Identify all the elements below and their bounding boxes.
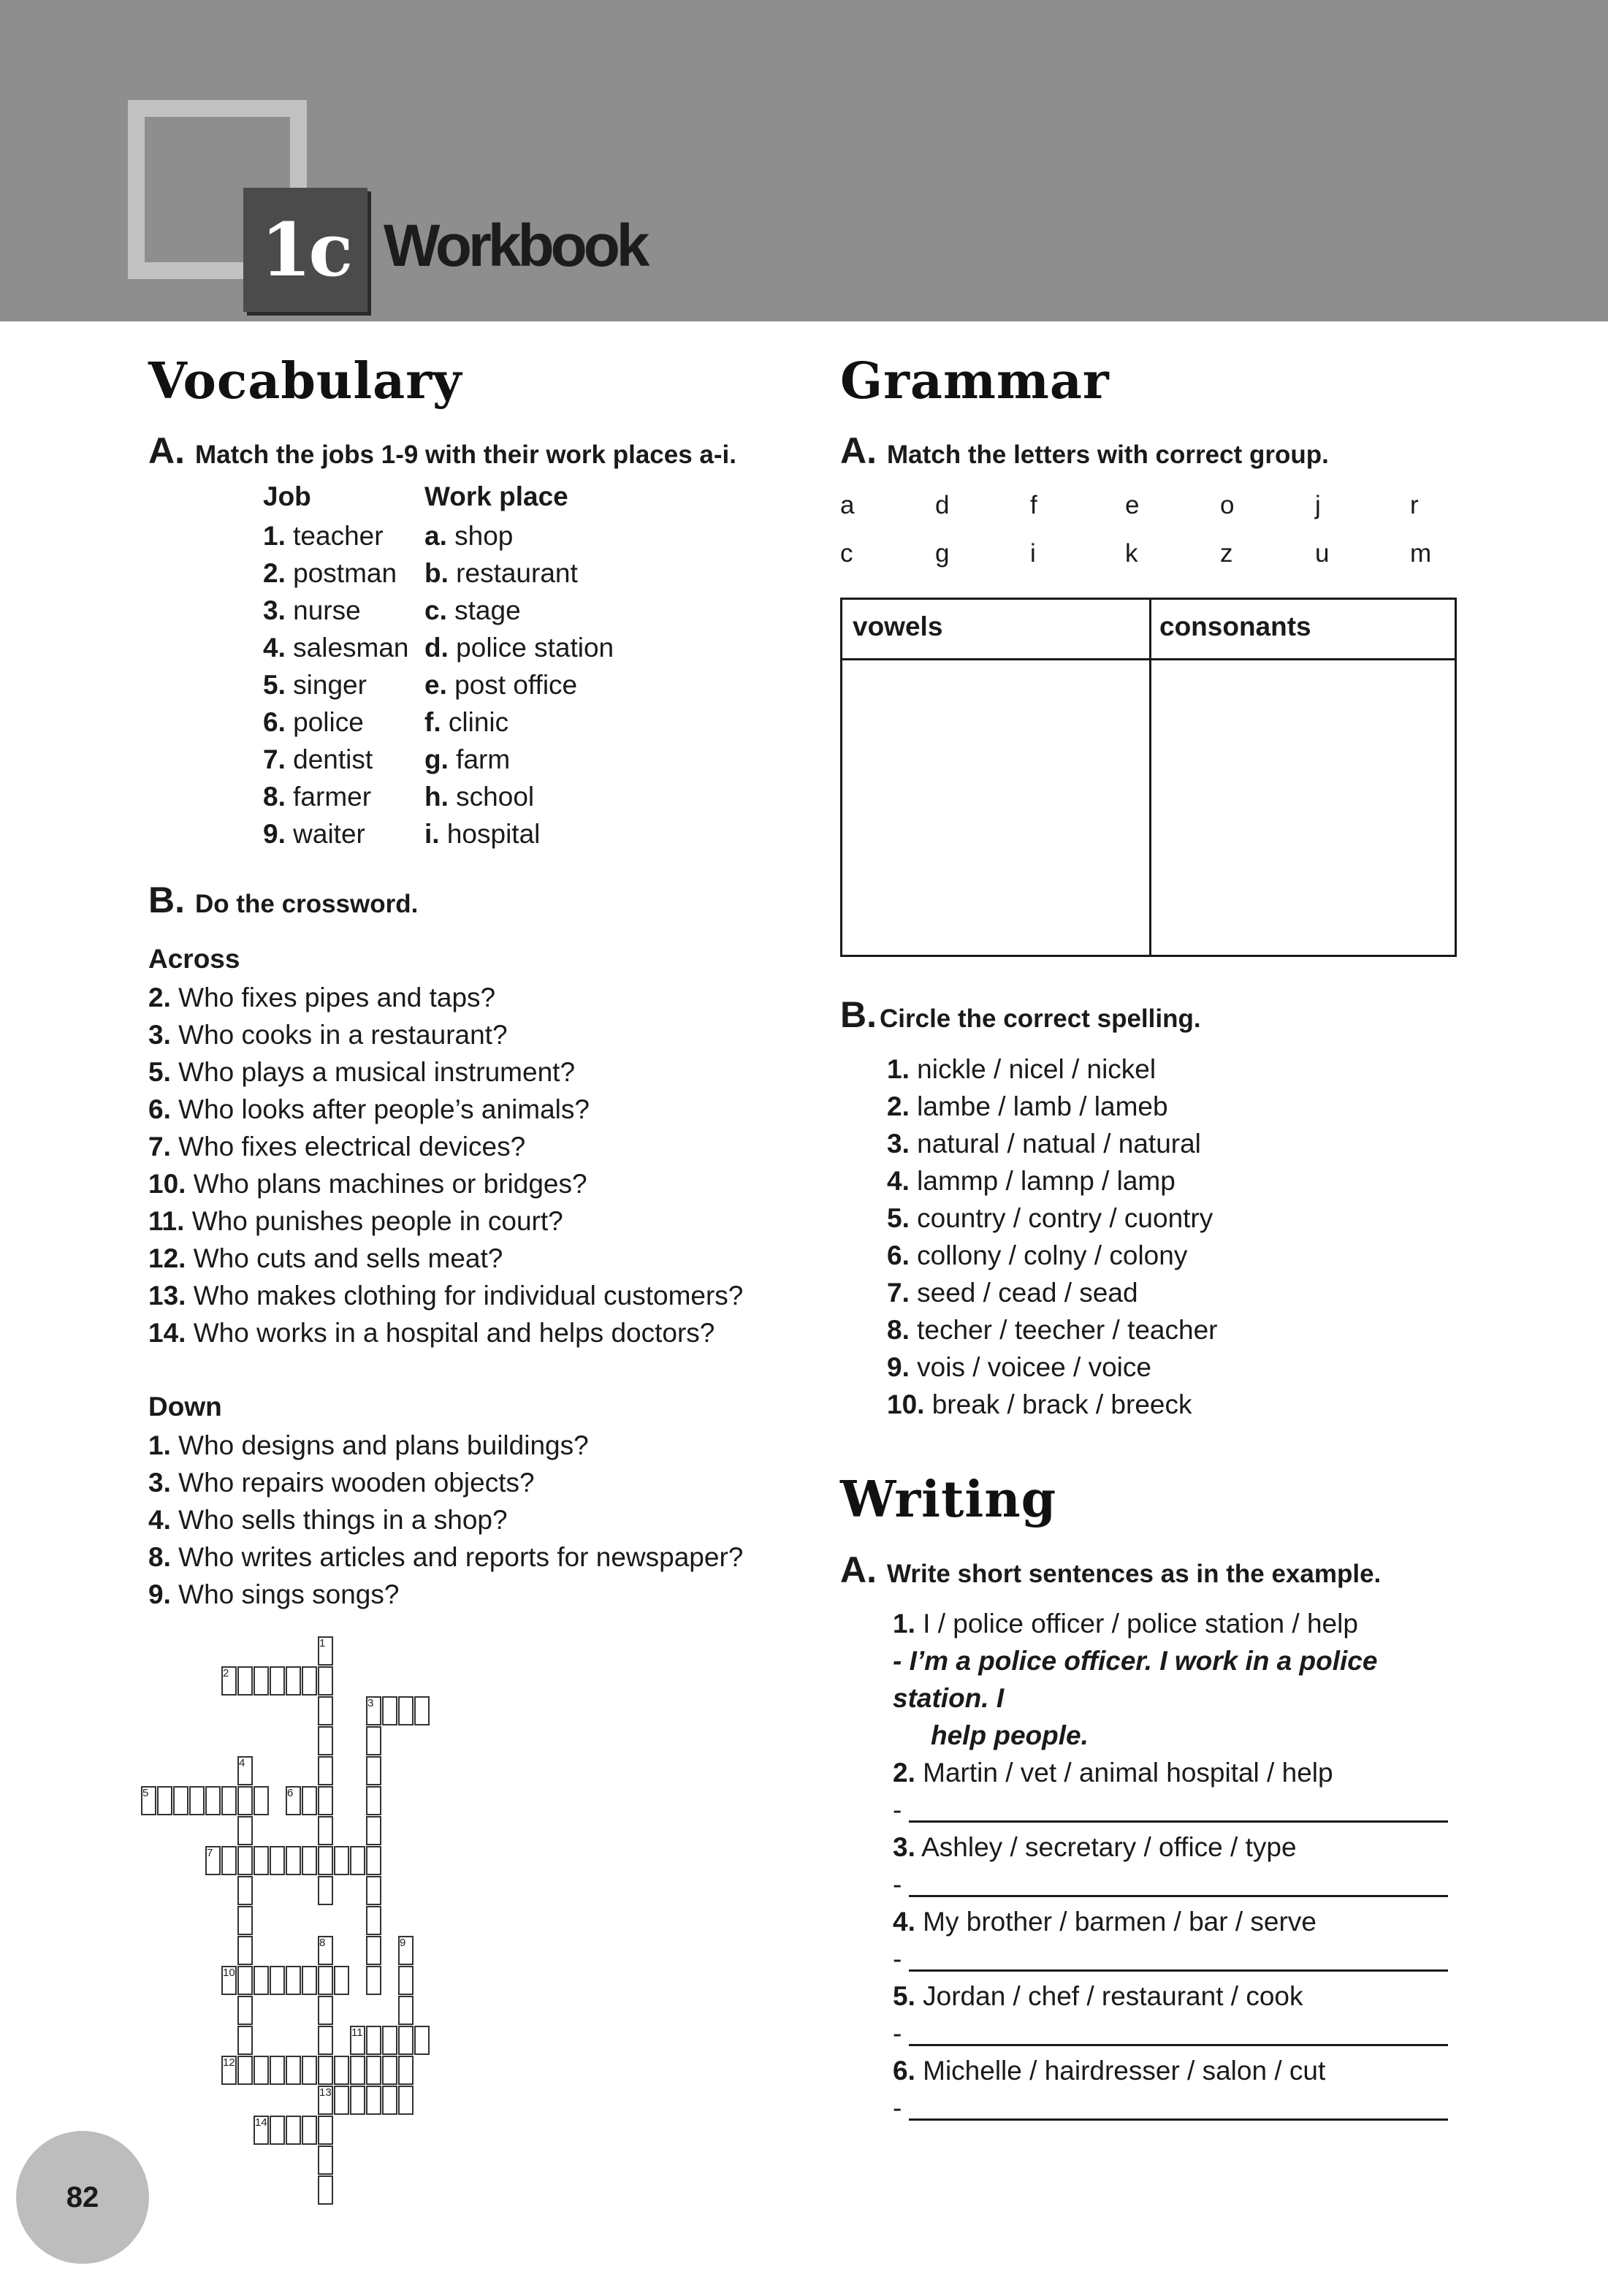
vowels-header: vowels bbox=[853, 611, 943, 641]
letter-item: j bbox=[1315, 491, 1321, 519]
crossword-cell[interactable] bbox=[302, 1846, 317, 1875]
grammar-task-a bbox=[840, 430, 1329, 472]
crossword-cell[interactable] bbox=[302, 1666, 317, 1696]
writing-prompt: 6. Michelle / hairdresser / salon / cut bbox=[893, 2056, 1326, 2086]
answer-line[interactable]: - bbox=[893, 2015, 1477, 2052]
crossword-cell[interactable] bbox=[398, 2026, 414, 2055]
crossword-cell[interactable] bbox=[318, 1876, 333, 1905]
crossword-cell[interactable] bbox=[286, 1846, 301, 1875]
list-item: 10. break / brack / breeck bbox=[887, 1389, 1192, 1419]
clue-item: 4. Who sells things in a shop? bbox=[148, 1505, 508, 1535]
list-item: 9. vois / voicee / voice bbox=[887, 1352, 1151, 1382]
task-letter: B. bbox=[840, 994, 877, 1035]
list-item: d. police station bbox=[424, 633, 614, 663]
letter-item: r bbox=[1410, 491, 1419, 519]
crossword-number: 4 bbox=[239, 1757, 245, 1769]
writing-task-a bbox=[840, 1549, 1381, 1591]
crossword-cell[interactable] bbox=[270, 1666, 285, 1696]
crossword-cell[interactable] bbox=[318, 1996, 333, 2025]
crossword-cell[interactable] bbox=[237, 1816, 253, 1845]
crossword-cell[interactable] bbox=[366, 2026, 381, 2055]
crossword-cell[interactable] bbox=[414, 2026, 430, 2055]
answer-line[interactable]: - bbox=[893, 1866, 1477, 1903]
down-heading: Down bbox=[148, 1392, 222, 1422]
crossword-cell[interactable] bbox=[318, 1846, 333, 1875]
table-divider bbox=[842, 658, 1455, 660]
task-letter: A. bbox=[840, 430, 877, 471]
crossword-cell[interactable] bbox=[318, 1816, 333, 1845]
clue-item: 7. Who fixes electrical devices? bbox=[148, 1132, 526, 1162]
letter-item: d bbox=[935, 491, 950, 519]
list-item: e. post office bbox=[424, 670, 578, 700]
list-item: 3. natural / natual / natural bbox=[887, 1129, 1201, 1159]
crossword-cell[interactable] bbox=[350, 2056, 365, 2085]
crossword-cell[interactable] bbox=[318, 1756, 333, 1785]
crossword-cell[interactable] bbox=[237, 1996, 253, 2025]
crossword-cell[interactable] bbox=[398, 2056, 414, 2085]
crossword-cell[interactable] bbox=[221, 1786, 237, 1815]
crossword-cell[interactable] bbox=[366, 1726, 381, 1755]
spelling-list bbox=[887, 1050, 1217, 1423]
task-letter: B. bbox=[148, 880, 185, 920]
crossword-cell[interactable] bbox=[254, 1786, 269, 1815]
crossword-cell[interactable] bbox=[366, 1906, 381, 1935]
clue-item: 12. Who cuts and sells meat? bbox=[148, 1243, 503, 1273]
clue-item: 13. Who makes clothing for individual customers? bbox=[148, 1281, 744, 1311]
clue-item: 11. Who punishes people in court? bbox=[148, 1206, 563, 1236]
job-column-header: Job bbox=[263, 481, 311, 511]
grammar-heading: Grammar bbox=[840, 352, 1110, 411]
crossword-cell[interactable] bbox=[318, 1726, 333, 1755]
crossword-cell[interactable] bbox=[270, 1966, 285, 1995]
clue-item: 2. Who fixes pipes and taps? bbox=[148, 983, 496, 1012]
crossword-number: 7 bbox=[207, 1847, 213, 1859]
list-item: 7. seed / cead / sead bbox=[887, 1278, 1138, 1308]
list-item: 8. farmer bbox=[263, 782, 372, 812]
crossword-cell[interactable] bbox=[286, 1666, 301, 1696]
crossword-cell[interactable] bbox=[318, 2056, 333, 2085]
list-item: a. shop bbox=[424, 521, 514, 551]
crossword-cell[interactable] bbox=[237, 1906, 253, 1935]
list-item: 2. postman bbox=[263, 558, 397, 588]
list-item: 8. techer / teecher / teacher bbox=[887, 1315, 1218, 1345]
task-instruction: Do the crossword. bbox=[195, 890, 419, 918]
crossword-cell[interactable] bbox=[237, 1846, 253, 1875]
list-item: g. farm bbox=[424, 744, 511, 774]
crossword-number: 14 bbox=[255, 2116, 267, 2129]
crossword-cell[interactable] bbox=[254, 2056, 269, 2085]
crossword-cell[interactable] bbox=[237, 2056, 253, 2085]
task-instruction: Match the jobs 1-9 with their work places a-i. bbox=[195, 440, 736, 469]
answer-line[interactable]: - bbox=[893, 1940, 1477, 1977]
crossword-cell[interactable] bbox=[270, 2116, 285, 2145]
page-header bbox=[0, 0, 1608, 321]
list-item: 4. salesman bbox=[263, 633, 409, 663]
letter-item: e bbox=[1125, 491, 1140, 519]
crossword-cell[interactable] bbox=[398, 2086, 414, 2115]
list-item: 3. nurse bbox=[263, 595, 361, 625]
letters-row-2 bbox=[840, 539, 1461, 568]
crossword-cell[interactable] bbox=[302, 2116, 317, 2145]
task-letter: A. bbox=[840, 1549, 877, 1590]
crossword-cell[interactable] bbox=[318, 2116, 333, 2145]
crossword-cell[interactable] bbox=[398, 1996, 414, 2025]
grammar-task-b bbox=[840, 993, 1201, 1036]
writing-heading: Writing bbox=[840, 1471, 1057, 1529]
list-item: 6. police bbox=[263, 707, 364, 737]
crossword-cell[interactable] bbox=[302, 1966, 317, 1995]
crossword-cell[interactable] bbox=[318, 1696, 333, 1725]
crossword-cell[interactable] bbox=[318, 1966, 333, 1995]
crossword-cell[interactable] bbox=[366, 1786, 381, 1815]
page-number: 82 bbox=[16, 2131, 149, 2264]
list-item: 5. country / contry / cuontry bbox=[887, 1203, 1213, 1233]
crossword-cell[interactable] bbox=[286, 2116, 301, 2145]
clue-item: 10. Who plans machines or bridges? bbox=[148, 1169, 587, 1199]
crossword-cell[interactable] bbox=[366, 1756, 381, 1785]
list-item: 4. lammp / lamnp / lamp bbox=[887, 1166, 1175, 1196]
list-item: 9. waiter bbox=[263, 819, 365, 849]
crossword-cell[interactable] bbox=[318, 2026, 333, 2055]
crossword-cell[interactable] bbox=[366, 2086, 381, 2115]
crossword-cell[interactable] bbox=[254, 1666, 269, 1696]
list-item: h. school bbox=[424, 782, 535, 812]
crossword-cell[interactable] bbox=[237, 2026, 253, 2055]
list-item: c. stage bbox=[424, 595, 521, 625]
clue-item: 8. Who writes articles and reports for newspaper? bbox=[148, 1542, 744, 1572]
crossword-cell[interactable] bbox=[334, 2056, 349, 2085]
crossword-cell[interactable] bbox=[414, 1696, 430, 1725]
letter-item: g bbox=[935, 539, 950, 568]
crossword-cell[interactable] bbox=[270, 1846, 285, 1875]
letter-item: u bbox=[1315, 539, 1330, 568]
crossword-number: 6 bbox=[287, 1787, 294, 1799]
crossword-cell[interactable] bbox=[350, 1846, 365, 1875]
crossword-cell[interactable] bbox=[254, 1966, 269, 1995]
crossword-cell[interactable] bbox=[366, 1846, 381, 1875]
unit-badge: 1c bbox=[243, 188, 367, 312]
crossword-cell[interactable] bbox=[189, 1786, 205, 1815]
task-instruction: Match the letters with correct group. bbox=[887, 440, 1329, 469]
crossword-cell[interactable] bbox=[334, 1846, 349, 1875]
list-item: f. clinic bbox=[424, 707, 509, 737]
crossword-cell[interactable] bbox=[382, 2086, 397, 2115]
crossword-number: 1 bbox=[319, 1637, 326, 1649]
crossword-number: 13 bbox=[319, 2086, 332, 2099]
crossword-cell[interactable] bbox=[318, 1786, 333, 1815]
crossword-cell[interactable] bbox=[237, 1966, 253, 1995]
list-item: 1. teacher bbox=[263, 521, 384, 551]
letter-item: o bbox=[1220, 491, 1235, 519]
crossword-cell[interactable] bbox=[318, 1666, 333, 1696]
clue-item: 6. Who looks after people’s animals? bbox=[148, 1094, 590, 1124]
clue-item: 9. Who sings songs? bbox=[148, 1579, 400, 1609]
list-item: i. hospital bbox=[424, 819, 541, 849]
crossword-number: 3 bbox=[367, 1697, 374, 1709]
list-item: 1. nickle / nicel / nickel bbox=[887, 1054, 1157, 1084]
letter-item: f bbox=[1030, 491, 1037, 519]
letter-item: c bbox=[840, 539, 853, 568]
writing-prompt: 3. Ashley / secretary / office / type bbox=[893, 1832, 1297, 1862]
letters-row-1 bbox=[840, 491, 1461, 520]
vocab-task-a bbox=[148, 430, 736, 472]
consonants-header: consonants bbox=[1159, 611, 1311, 641]
answer-line[interactable]: - bbox=[893, 1791, 1477, 1828]
across-heading: Across bbox=[148, 944, 240, 974]
table-divider bbox=[1149, 600, 1151, 955]
crossword-cell[interactable] bbox=[286, 2056, 301, 2085]
crossword-cell[interactable] bbox=[237, 1876, 253, 1905]
crossword-cell[interactable] bbox=[237, 1786, 253, 1815]
crossword-cell[interactable] bbox=[157, 1786, 172, 1815]
vocabulary-heading: Vocabulary bbox=[148, 352, 462, 411]
workplace-list bbox=[424, 517, 614, 853]
vowels-consonants-table bbox=[840, 598, 1457, 957]
crossword-cell[interactable] bbox=[221, 1846, 237, 1875]
letter-item: i bbox=[1030, 539, 1036, 568]
list-item: 7. dentist bbox=[263, 744, 373, 774]
list-item: b. restaurant bbox=[424, 558, 578, 588]
down-clues bbox=[148, 1427, 743, 1613]
crossword-grid bbox=[139, 1636, 723, 2221]
writing-prompt: 4. My brother / barmen / bar / serve bbox=[893, 1907, 1316, 1937]
crossword-cell[interactable] bbox=[398, 1966, 414, 1995]
task-letter: A. bbox=[148, 430, 185, 471]
page-title: Workbook bbox=[384, 213, 647, 279]
list-item: 2. lambe / lamb / lameb bbox=[887, 1091, 1168, 1121]
letter-item: m bbox=[1410, 539, 1432, 568]
letter-item: a bbox=[840, 491, 855, 519]
task-instruction: Write short sentences as in the example. bbox=[887, 1560, 1382, 1588]
crossword-cell[interactable] bbox=[366, 1966, 381, 1995]
task-instruction: Circle the correct spelling. bbox=[880, 1004, 1201, 1033]
crossword-number: 12 bbox=[223, 2056, 235, 2069]
crossword-cell[interactable] bbox=[334, 1966, 349, 1995]
crossword-cell[interactable] bbox=[366, 1936, 381, 1965]
crossword-cell[interactable] bbox=[286, 1966, 301, 1995]
vocab-task-b bbox=[148, 879, 418, 921]
writing-list bbox=[893, 1605, 1477, 2127]
crossword-cell[interactable] bbox=[366, 2056, 381, 2085]
crossword-number: 11 bbox=[351, 2026, 363, 2039]
writing-prompt: 2. Martin / vet / animal hospital / help bbox=[893, 1758, 1333, 1788]
crossword-cell[interactable] bbox=[350, 2086, 365, 2115]
example-answer: - I’m a police officer. I work in a police station. I help people. bbox=[893, 1646, 1378, 1750]
crossword-cell[interactable] bbox=[366, 1876, 381, 1905]
crossword-cell[interactable] bbox=[398, 1696, 414, 1725]
crossword-cell[interactable] bbox=[318, 2175, 333, 2205]
workplace-column-header: Work place bbox=[424, 481, 568, 511]
job-list bbox=[263, 517, 409, 853]
crossword-cell[interactable] bbox=[382, 2026, 397, 2055]
crossword-cell[interactable] bbox=[382, 1696, 397, 1725]
across-clues bbox=[148, 979, 743, 1351]
crossword-cell[interactable] bbox=[302, 2056, 317, 2085]
writing-prompt: 5. Jordan / chef / restaurant / cook bbox=[893, 1981, 1303, 2011]
crossword-cell[interactable] bbox=[237, 1936, 253, 1965]
crossword-number: 5 bbox=[142, 1787, 149, 1799]
crossword-cell[interactable] bbox=[205, 1786, 221, 1815]
list-item: 6. collony / colny / colony bbox=[887, 1240, 1188, 1270]
crossword-cell[interactable] bbox=[254, 1846, 269, 1875]
clue-item: 14. Who works in a hospital and helps doctors? bbox=[148, 1318, 715, 1348]
crossword-number: 8 bbox=[319, 1937, 326, 1949]
crossword-cell[interactable] bbox=[334, 2086, 349, 2115]
answer-line[interactable]: - bbox=[893, 2089, 1477, 2127]
crossword-cell[interactable] bbox=[302, 1786, 317, 1815]
list-item: 5. singer bbox=[263, 670, 367, 700]
crossword-cell[interactable] bbox=[237, 1666, 253, 1696]
crossword-cell[interactable] bbox=[173, 1786, 188, 1815]
crossword-number: 9 bbox=[400, 1937, 406, 1949]
letter-item: z bbox=[1220, 539, 1233, 568]
crossword-number: 2 bbox=[223, 1667, 229, 1679]
clue-item: 3. Who repairs wooden objects? bbox=[148, 1468, 535, 1498]
example-prompt: 1. I / police officer / police station / help bbox=[893, 1609, 1358, 1639]
letter-item: k bbox=[1125, 539, 1138, 568]
crossword-cell[interactable] bbox=[318, 2146, 333, 2175]
crossword-cell[interactable] bbox=[270, 2056, 285, 2085]
clue-item: 5. Who plays a musical instrument? bbox=[148, 1057, 576, 1087]
clue-item: 1. Who designs and plans buildings? bbox=[148, 1430, 589, 1460]
crossword-cell[interactable] bbox=[366, 1816, 381, 1845]
crossword-number: 10 bbox=[223, 1967, 235, 1979]
crossword-cell[interactable] bbox=[382, 2056, 397, 2085]
clue-item: 3. Who cooks in a restaurant? bbox=[148, 1020, 508, 1050]
